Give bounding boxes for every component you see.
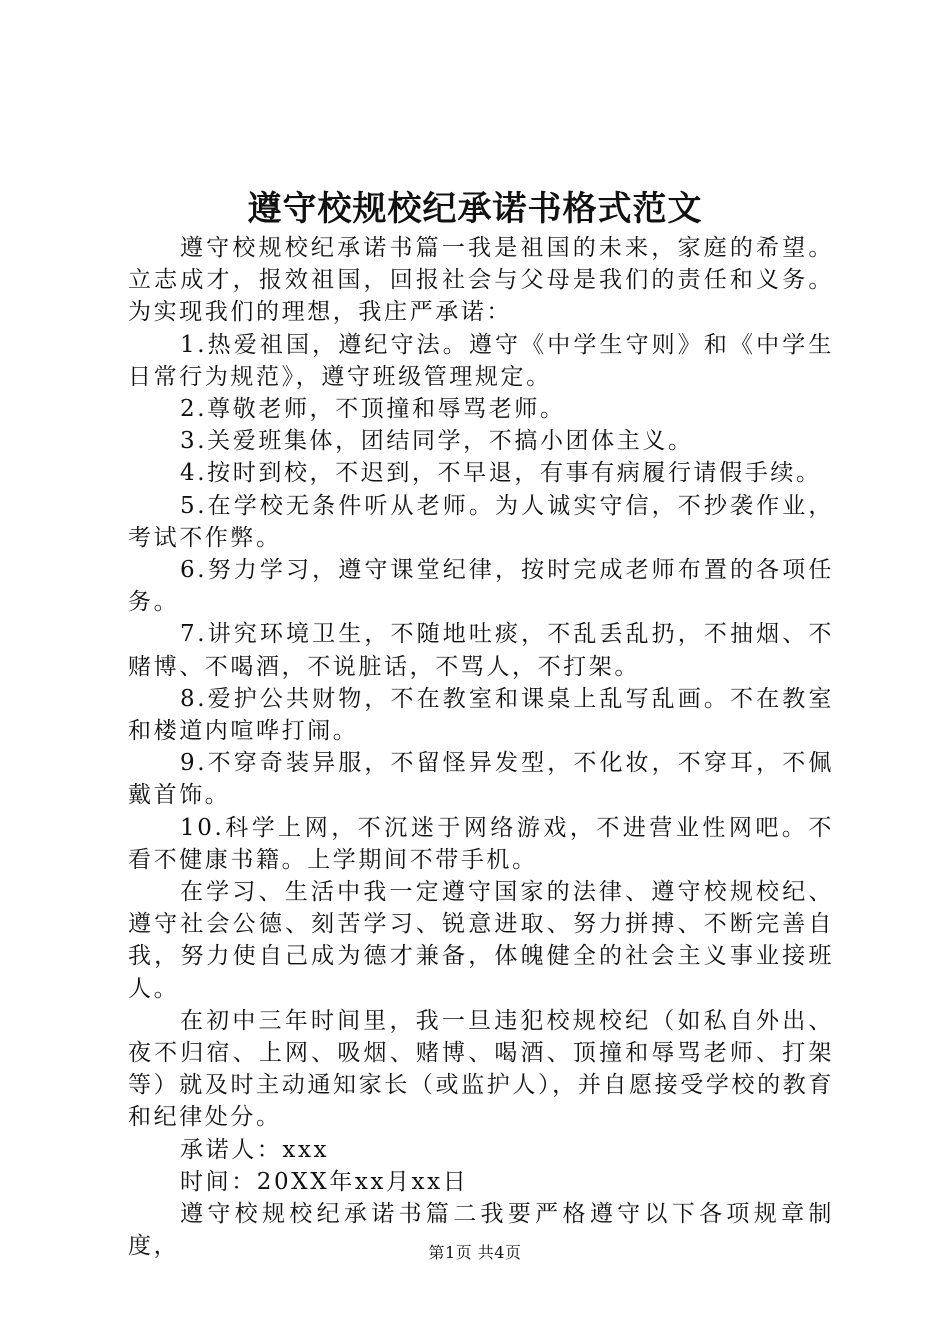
promisor-line: 承诺人：xxx (180, 1136, 330, 1163)
paragraph-item-6: 6.努力学习，遵守课堂纪律，按时完成老师布置的各项任务。 (128, 557, 834, 616)
paragraph-item-5: 5.在学校无条件听从老师。为人诚实守信，不抄袭作业，考试不作弊。 (128, 492, 834, 551)
paragraph-pledge: 在学习、生活中我一定遵守国家的法律、遵守校规校纪、遵守社会公德、刻苦学习、锐意进取、努力拼搏、不断完善自我，努力使自己成为德才兼备，体魄健全的社会主义事业接班人。 (128, 879, 834, 1002)
paragraph-item-1: 1.热爱祖国，遵纪守法。遵守《中学生守则》和《中学生日常行为规范》，遵守班级管理规定。 (128, 331, 834, 390)
paragraph-intro: 遵守校规校纪承诺书篇一我是祖国的未来，家庭的希望。立志成才，报效祖国，回报社会与父母是我们的责任和义务。为实现我们的理想，我庄严承诺： (128, 235, 834, 326)
paragraph-item-3: 3.关爱班集体，团结同学，不搞小团体主义。 (180, 428, 694, 455)
page-number-footer: 第1页 共4页 (428, 1243, 522, 1262)
paragraph-item-2: 2.尊敬老师，不顶撞和辱骂老师。 (180, 396, 566, 423)
paragraph-item-4: 4.按时到校，不迟到，不早退，有事有病履行请假手续。 (180, 460, 822, 487)
paragraph-part-two: 遵守校规校纪承诺书篇二我要严格遵守以下各项规章制度， (128, 1201, 834, 1260)
paragraph-item-8: 8.爱护公共财物，不在教室和课桌上乱写乱画。不在教室和楼道内喧哗打闹。 (128, 685, 834, 745)
date-line: 时间：20XX年xx月xx日 (180, 1168, 469, 1195)
paragraph-violation: 在初中三年时间里，我一旦违犯校规校纪（如私自外出、夜不归宿、上网、吸烟、赌博、喝酒、顶撞和辱骂老师、打架等）就及时主动通知家长（或监护人），并自愿接受学校的教育和纪律处分。 (128, 1007, 834, 1131)
paragraph-item-7: 7.讲究环境卫生，不随地吐痰，不乱丢乱扔，不抽烟、不赌博、不喝酒，不说脏话，不骂人，不打架。 (128, 621, 834, 680)
document-body (128, 232, 834, 1263)
paragraph-item-9: 9.不穿奇装异服，不留怪异发型，不化妆，不穿耳，不佩戴首饰。 (128, 750, 834, 809)
document-title: 遵守校规校纪承诺书格式范文 (247, 189, 703, 229)
paragraph-item-10: 10.科学上网，不沉迷于网络游戏，不进营业性网吧。不看不健康书籍。上学期间不带手机。 (128, 814, 834, 873)
